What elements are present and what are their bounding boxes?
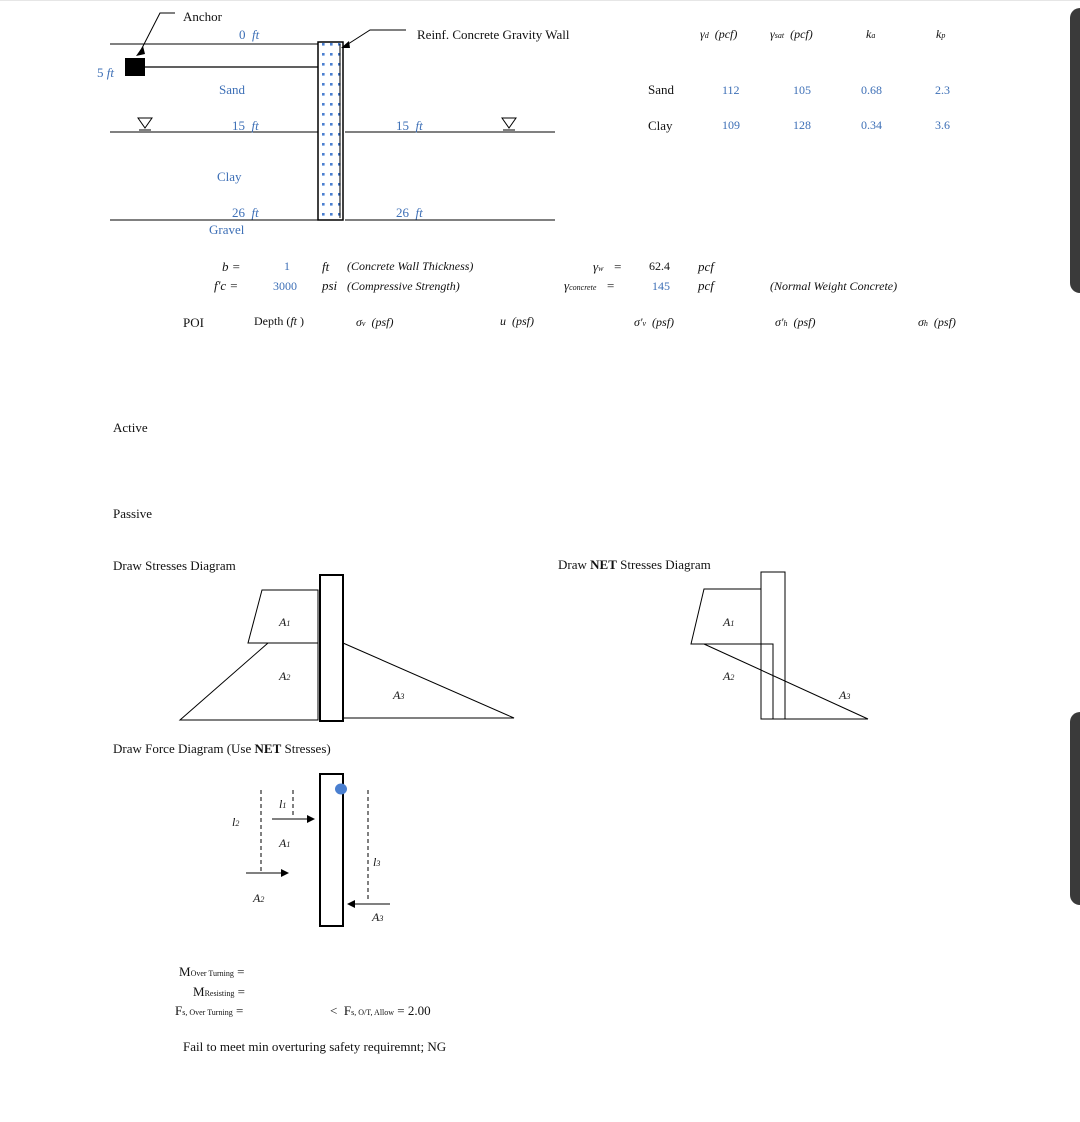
force-label-a1: A1 <box>279 836 291 850</box>
net-diagram-title: Draw NET Stresses Diagram <box>558 557 711 572</box>
row-active: Active <box>113 420 148 435</box>
b-unit: ft <box>322 259 330 274</box>
m-overturning: MOver Turning = <box>179 964 245 979</box>
gc-unit: pcf <box>698 278 714 293</box>
col-poi: POI <box>183 315 204 330</box>
soil-row-ka: 0.34 <box>861 118 882 132</box>
anchor-block <box>125 58 145 76</box>
gc-value: 145 <box>652 279 670 293</box>
col-sv: σv (psf) <box>356 315 394 329</box>
soil-row-ka: 0.68 <box>861 83 882 97</box>
lever-l1: l1 <box>279 797 287 811</box>
stress-diagram <box>180 575 514 721</box>
gw-unit: pcf <box>698 259 714 274</box>
fc-desc: (Compressive Strength) <box>347 279 460 293</box>
label-a2: A2 <box>279 669 291 683</box>
stress-diagram-title: Draw Stresses Diagram <box>113 558 236 573</box>
b-value: 1 <box>284 259 290 273</box>
scrollbar-thumb-upper[interactable] <box>1070 8 1080 293</box>
col-u: u (psf) <box>500 314 534 328</box>
fs-allow: < Fs, O/T, Allow = 2.00 <box>330 1003 431 1018</box>
force-diagram <box>246 774 390 926</box>
label-a1: A1 <box>279 615 291 629</box>
depth-top-label: 0 ft <box>239 27 260 42</box>
anchor-point-icon <box>335 784 347 795</box>
area-a2-shape <box>180 643 318 720</box>
fc-value: 3000 <box>273 279 297 293</box>
col-sv-eff: σ'v (psf) <box>634 315 675 329</box>
soil-clay-label: Clay <box>217 169 242 184</box>
fc-unit: psi <box>322 278 338 293</box>
force-wall <box>320 774 343 926</box>
gw-value: 62.4 <box>649 259 670 273</box>
soil-row-gd: 112 <box>722 83 740 97</box>
gc-desc: (Normal Weight Concrete) <box>770 279 898 293</box>
lever-l3: l3 <box>373 855 381 869</box>
soil-row-name: Sand <box>648 82 674 97</box>
soil-sand-label: Sand <box>219 82 245 97</box>
fs-overturning: Fs, Over Turning = <box>175 1003 244 1018</box>
col-sh: σh (psf) <box>918 315 956 329</box>
wall-section-figure <box>110 13 555 220</box>
depth-base-right: 26 ft <box>396 205 423 220</box>
net-label-a1: A1 <box>723 615 735 629</box>
soil-row-gsat: 105 <box>793 83 811 97</box>
wall-label: Reinf. Concrete Gravity Wall <box>417 27 570 42</box>
area-a3-shape <box>343 643 514 718</box>
soil-row-gd: 109 <box>722 118 740 132</box>
force-diagram-title: Draw Force Diagram (Use NET Stresses) <box>113 741 331 756</box>
b-desc: (Concrete Wall Thickness) <box>347 259 474 273</box>
anchor-label: Anchor <box>183 9 222 24</box>
net-label-a3: A3 <box>839 688 851 702</box>
soil-row-kp: 2.3 <box>935 83 950 97</box>
col-sh-eff: σ'h (psf) <box>775 315 816 329</box>
header-ka: ka <box>866 27 876 41</box>
fc-label: f'c = <box>214 278 239 293</box>
label-a3: A3 <box>393 688 405 702</box>
gw-label: γw = <box>593 259 622 274</box>
soil-row-name: Clay <box>648 118 673 133</box>
force-label-a3: A3 <box>372 910 384 924</box>
depth-wt-right: 15 ft <box>396 118 423 133</box>
force-label-a2: A2 <box>253 891 265 905</box>
conclusion-text: Fail to meet min overturing safety requiremnt; NG <box>183 1039 447 1054</box>
soil-gravel-label: Gravel <box>209 222 245 237</box>
soil-row-kp: 3.6 <box>935 118 950 132</box>
row-passive: Passive <box>113 506 152 521</box>
depth-base-left: 26 ft <box>232 205 259 220</box>
lever-l2: l2 <box>232 815 240 829</box>
stress-wall <box>320 575 343 721</box>
net-label-a2: A2 <box>723 669 735 683</box>
header-gd: γd (pcf) <box>700 27 738 41</box>
depth-wt-left: 15 ft <box>232 118 259 133</box>
header-kp: kp <box>936 27 946 41</box>
concrete-wall <box>318 42 343 220</box>
soil-row-gsat: 128 <box>793 118 811 132</box>
anchor-depth-label: 5 ft <box>97 65 114 80</box>
gc-label: γconcrete = <box>564 278 615 293</box>
scrollbar-thumb-lower[interactable] <box>1070 712 1080 905</box>
header-gsat: γsat (pcf) <box>770 27 813 41</box>
m-resisting: MResisting = <box>193 984 245 999</box>
b-label: b = <box>222 259 241 274</box>
col-depth: Depth (ft ) <box>254 314 304 328</box>
